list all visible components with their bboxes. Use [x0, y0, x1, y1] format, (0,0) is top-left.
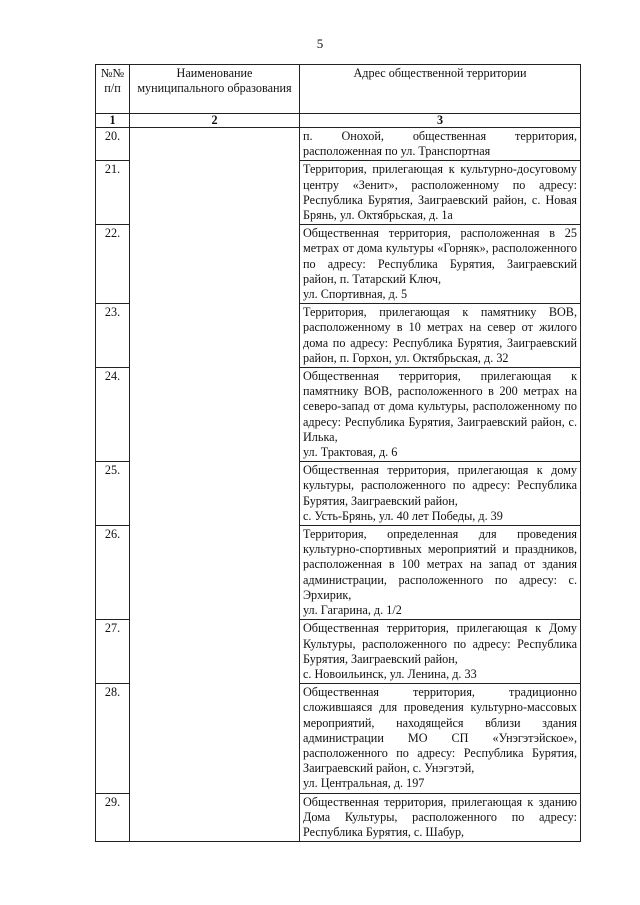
address-line: с. Усть-Брянь, ул. 40 лет Победы, д. 39 — [303, 508, 503, 523]
page-number: 5 — [316, 36, 324, 51]
address-line: Общественная территория, прилегающая к памятнику ВОВ, расположенного в 200 метрах на северо-запад от дома культуры, расположенному по адресу: Республика Бурятия, Заиграевский район, с. Илька, — [303, 369, 577, 444]
table-body — [96, 128, 581, 842]
row-number: 22. — [96, 225, 130, 304]
address-line: Общественная территория, прилегающая к Дому Культуры, расположенного по адресу: Республика Бурятия, Заиграевский район, — [303, 621, 577, 666]
column-number: 3 — [300, 114, 581, 128]
address-line: Общественная территория, прилегающая к дому культуры, расположенного по адресу: Республика Бурятия, Заиграевский район, — [303, 463, 577, 508]
row-number: 26. — [96, 526, 130, 620]
header-address: Адрес общественной территории — [300, 65, 581, 114]
row-number: 25. — [96, 462, 130, 526]
row-number: 24. — [96, 368, 130, 462]
address-cell — [300, 225, 581, 304]
address-line: ул. Гагарина, д. 1/2 — [303, 603, 402, 618]
address-cell — [300, 620, 581, 684]
address-line: Территория, прилегающая к культурно-досуговому центру «Зенит», расположенному по адресу: Республика Бурятия, Заиграевский район, с. Новая Брянь, ул. Октябрьская, д. 1а — [303, 162, 577, 223]
table-row — [96, 128, 581, 161]
row-number: 28. — [96, 684, 130, 793]
column-number: 1 — [96, 114, 130, 128]
column-number: 2 — [130, 114, 300, 128]
address-line: ул. Трактовая, д. 6 — [303, 445, 398, 460]
municipality-cell — [130, 128, 300, 842]
row-number: 23. — [96, 304, 130, 368]
address-cell — [300, 526, 581, 620]
address-line: п. Онохой, общественная территория, расположенная по ул. Транспортная — [303, 129, 577, 159]
address-cell — [300, 368, 581, 462]
column-numbers-row — [96, 114, 581, 128]
row-number: 20. — [96, 128, 130, 161]
header-municipality: Наименование муниципального образования — [130, 65, 300, 114]
table-header-row — [96, 65, 581, 114]
address-line: с. Новоильинск, ул. Ленина, д. 33 — [303, 666, 477, 681]
address-line: Территория, прилегающая к памятнику ВОВ, расположенному в 10 метрах на север от жилого дома по адресу: Республика Бурятия, Заиграевский район, п. Горхон, ул. Октябрьская, д. 32 — [303, 305, 577, 365]
address-line: Общественная территория, традиционно сложившаяся для проведения культурно-массовых мероприятий, находящейся вблизи здания администрации МО СП «Унэгэтэйское», расположенного по адресу: Республика Бурятия, Заиграевский район, с. Унэгэтэй, — [303, 685, 577, 776]
row-number: 27. — [96, 620, 130, 684]
address-line: Общественная территория, прилегающая к зданию Дома Культуры, расположенного по адресу: Республика Бурятия, с. Шабур, — [303, 794, 577, 839]
address-line: Территория, определенная для проведения культурно-спортивных мероприятий и праздников, расположенная в 100 метрах на запад от здания администрации, расположенного по адресу: с. Эрхирик, — [303, 527, 577, 602]
address-cell — [300, 462, 581, 526]
row-number: 21. — [96, 161, 130, 225]
address-line: ул. Спортивная, д. 5 — [303, 287, 408, 302]
address-line: Общественная территория, расположенная в 25 метрах от дома культуры «Горняк», расположенного по адресу: Республика Бурятия, Заиграевский район, п. Татарский Ключ, — [303, 226, 577, 286]
territories-table — [95, 64, 581, 842]
address-cell — [300, 684, 581, 793]
address-cell — [300, 304, 581, 368]
address-line: ул. Центральная, д. 197 — [303, 776, 425, 791]
address-cell — [300, 161, 581, 225]
header-number: №№ п/п — [96, 65, 130, 114]
address-cell — [300, 128, 581, 161]
address-cell — [300, 793, 581, 842]
row-number: 29. — [96, 793, 130, 842]
